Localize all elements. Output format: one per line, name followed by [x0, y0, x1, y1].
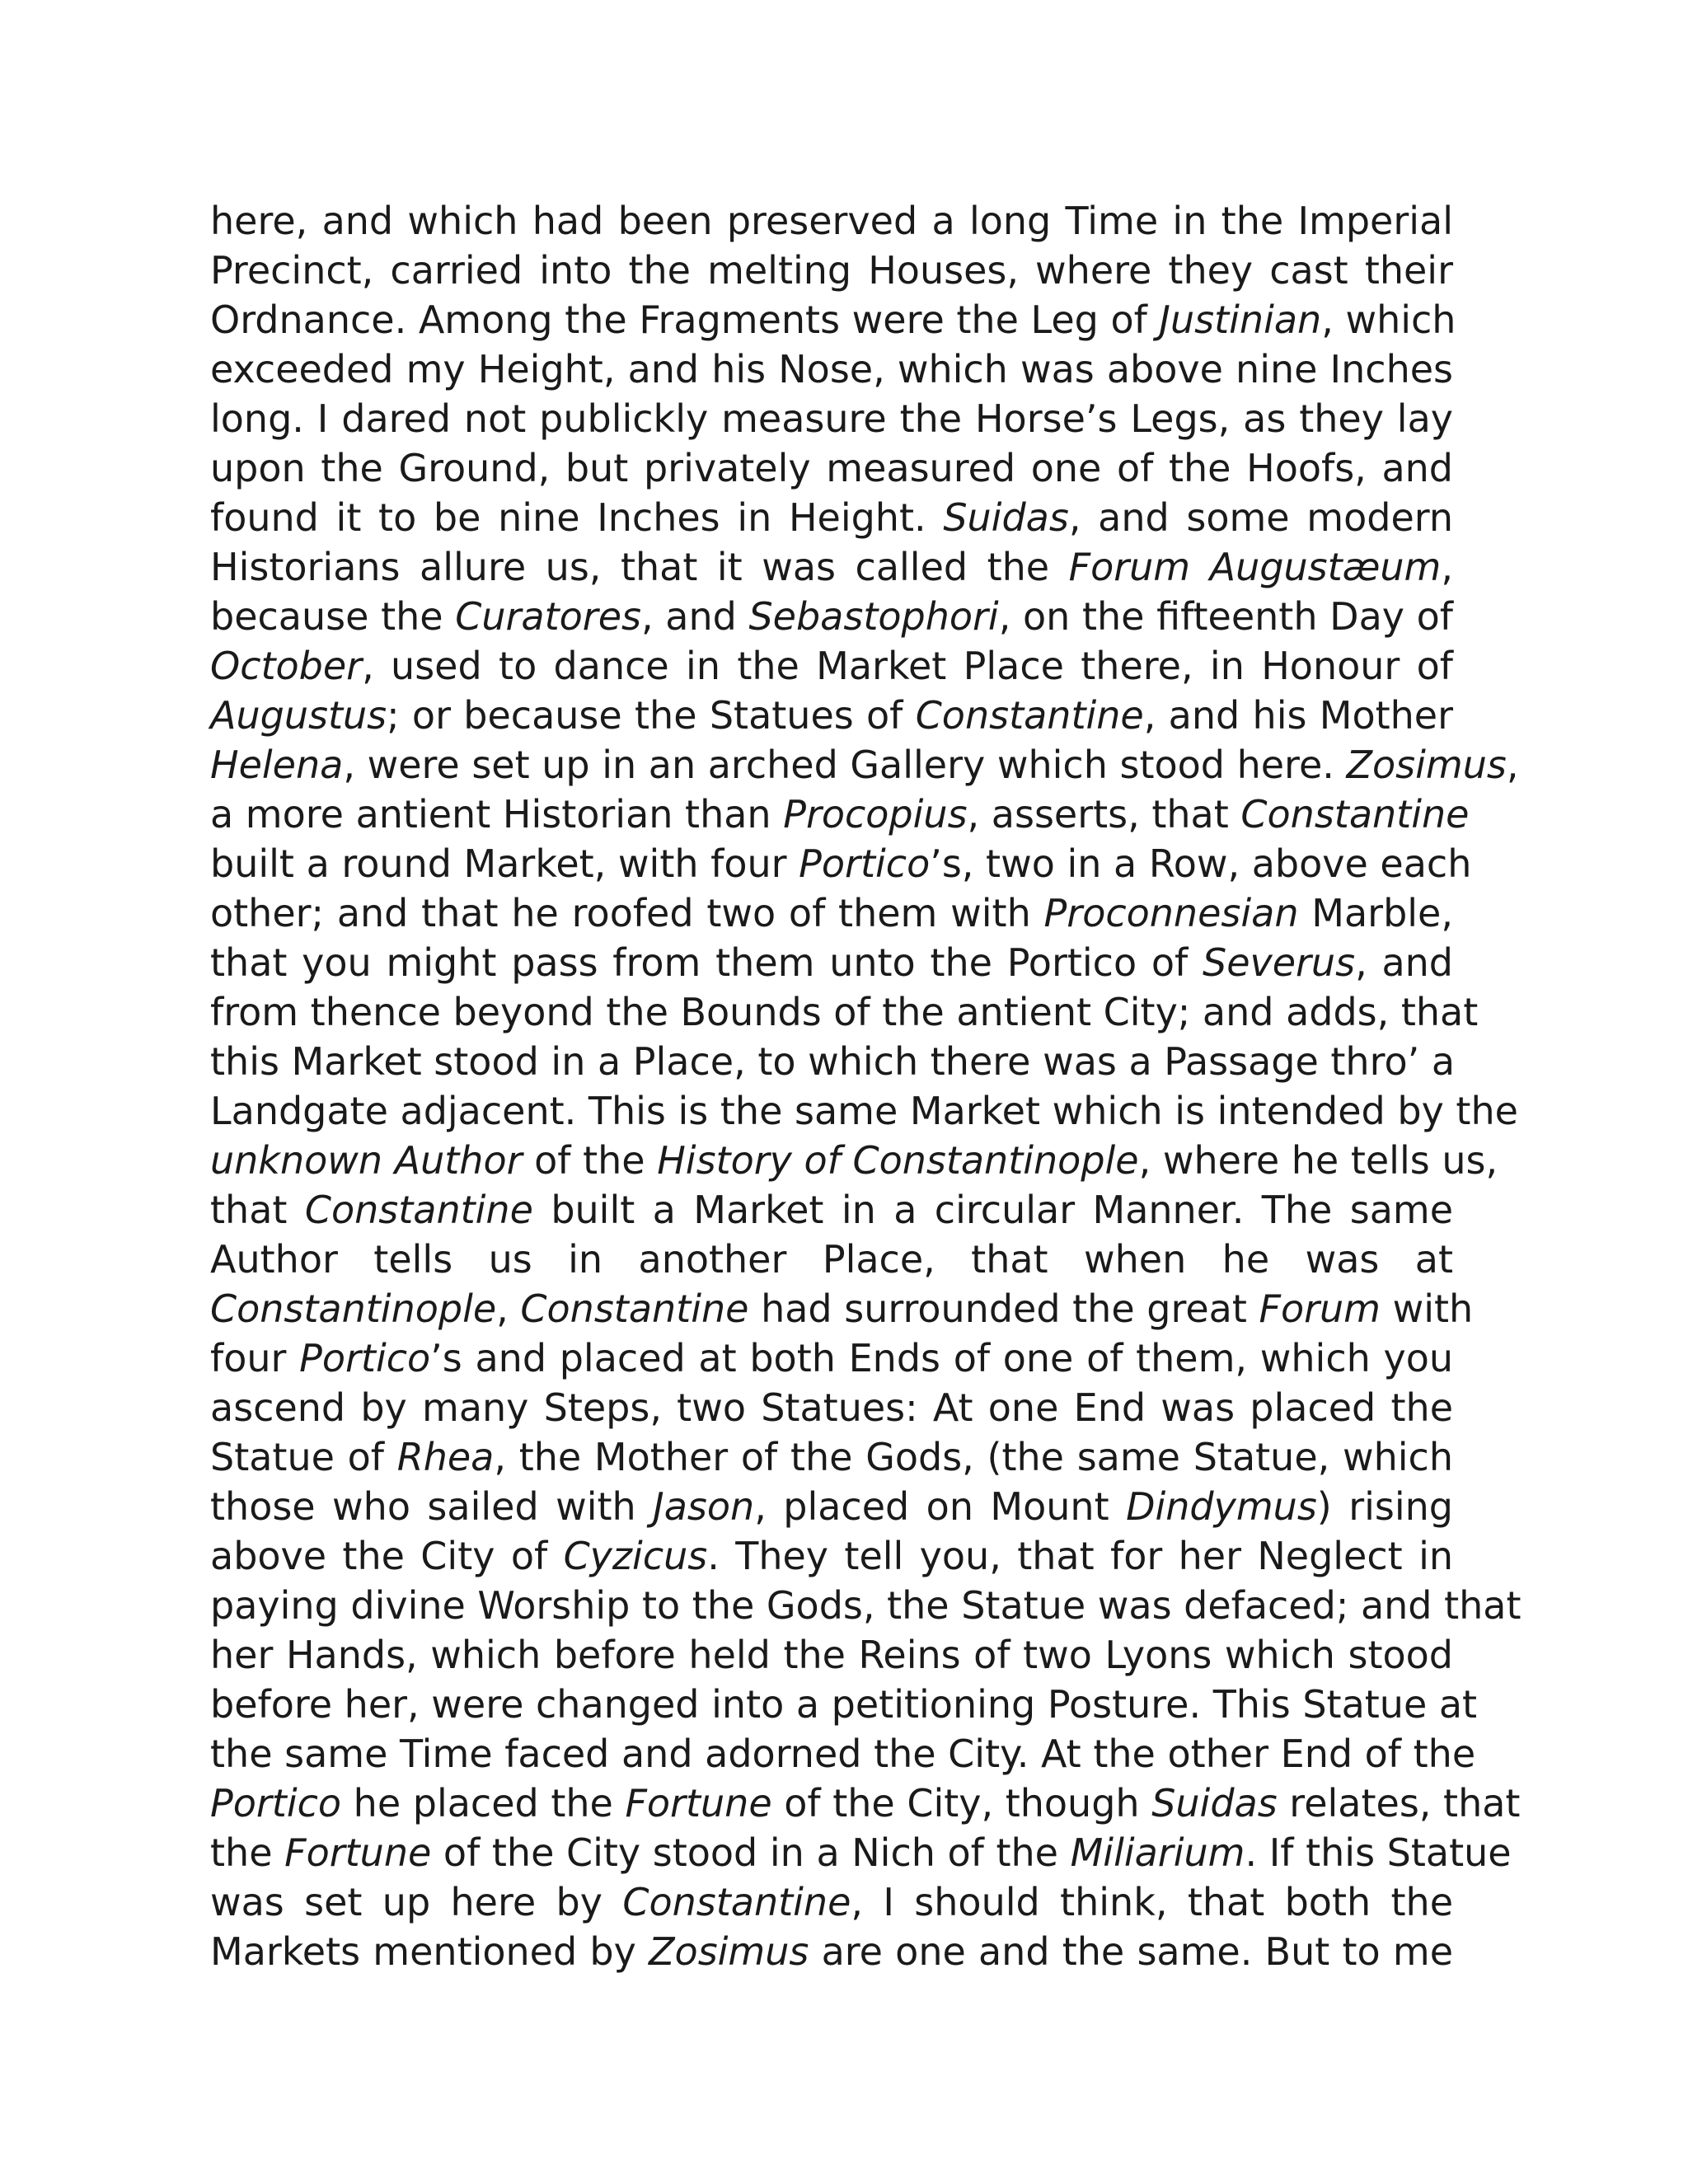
- text-line: [210, 443, 1453, 493]
- italic-text-segment: Rhea: [396, 1435, 495, 1479]
- text-segment: from thence beyond the Bounds of the antient City; and adds, that: [210, 990, 1479, 1034]
- italic-text-segment: Proconnesian: [1043, 891, 1299, 935]
- text-line: [210, 1927, 1453, 1976]
- text-segment: was set up here by: [210, 1880, 623, 1924]
- text-line: [210, 888, 1453, 938]
- text-segment: Precinct, carried into the melting Houses, where they cast their: [210, 248, 1453, 293]
- text-segment: relates, that: [1277, 1781, 1521, 1825]
- text-segment: , the Mother of the Gods, (the same Statue, which: [494, 1435, 1453, 1479]
- italic-text-segment: Portico: [210, 1781, 342, 1825]
- text-segment: , and: [1355, 940, 1453, 985]
- text-segment: above the City of: [210, 1534, 564, 1578]
- text-line: [210, 1729, 1476, 1779]
- text-segment: , where he tells us,: [1138, 1138, 1498, 1183]
- italic-text-segment: Portico: [799, 841, 931, 886]
- text-segment: paying divine Worship to the Gods, the Statue was defaced; and that: [210, 1583, 1522, 1628]
- text-segment: a more antient Historian than: [210, 792, 784, 837]
- text-segment: upon the Ground, but privately measured one of the Hoofs, and: [210, 446, 1453, 490]
- italic-text-segment: Procopius: [783, 792, 968, 837]
- italic-text-segment: Zosimus: [1346, 743, 1507, 787]
- italic-text-segment: Zosimus: [649, 1929, 809, 1974]
- text-segment: that: [210, 1188, 305, 1232]
- text-segment: , used to dance in the Market Place there, in Honour of: [362, 644, 1453, 688]
- italic-text-segment: Constantine: [304, 1188, 533, 1232]
- text-segment: ascend by many Steps, two Statues: At one End was placed the: [210, 1385, 1453, 1430]
- text-segment: are one and the same. But to me: [809, 1929, 1453, 1974]
- text-segment: with: [1380, 1286, 1474, 1331]
- italic-text-segment: Constantine: [622, 1880, 851, 1924]
- text-segment: long. I dared not publickly measure the Horse’s Legs, as they lay: [210, 396, 1453, 441]
- text-segment: , on the fifteenth Day of: [998, 594, 1453, 639]
- text-line: [210, 1432, 1453, 1482]
- text-line: [210, 1333, 1453, 1383]
- text-line: [210, 542, 1453, 592]
- italic-text-segment: Severus: [1203, 940, 1356, 985]
- text-segment: Statue of: [210, 1435, 397, 1479]
- italic-text-segment: Forum: [1259, 1286, 1381, 1331]
- text-line: [210, 1284, 1474, 1333]
- italic-text-segment: Curatores: [455, 594, 641, 639]
- text-line: [210, 938, 1453, 987]
- text-line: [210, 790, 1470, 839]
- italic-text-segment: Suidas: [943, 495, 1069, 540]
- text-line: [210, 1086, 1518, 1136]
- text-segment: Markets mentioned by: [210, 1929, 649, 1974]
- text-segment: here, and which had been preserved a long Time in the Imperial: [210, 199, 1453, 243]
- text-segment: , and: [640, 594, 749, 639]
- text-segment: he placed the: [341, 1781, 626, 1825]
- text-line: [210, 1680, 1478, 1729]
- italic-text-segment: Helena: [210, 743, 344, 787]
- text-line: [210, 196, 1453, 246]
- text-segment: ) rising: [1316, 1484, 1453, 1529]
- italic-text-segment: Sebastophori: [748, 594, 999, 639]
- text-segment: this Market stood in a Place, to which there was a Passage thro’ a: [210, 1039, 1456, 1084]
- italic-text-segment: Dindymus: [1126, 1484, 1317, 1529]
- italic-text-segment: Jason: [653, 1484, 755, 1529]
- italic-text-segment: Augustus: [210, 693, 387, 738]
- italic-text-segment: Constantine: [520, 1286, 749, 1331]
- italic-text-segment: Fortune: [625, 1781, 772, 1825]
- text-line: [210, 1779, 1521, 1828]
- italic-text-segment: Suidas: [1151, 1781, 1278, 1825]
- text-segment: , asserts, that: [967, 792, 1241, 837]
- text-segment: Landgate adjacent. This is the same Market which is intended by the: [210, 1089, 1518, 1133]
- text-segment: ’s and placed at both Ends of one of them, which you: [430, 1336, 1453, 1380]
- text-segment: had surrounded the great: [748, 1286, 1259, 1331]
- text-segment: , placed on Mount: [754, 1484, 1127, 1529]
- text-segment: before her, were changed into a petitioning Posture. This Statue at: [210, 1682, 1478, 1727]
- text-segment: of the City stood in a Nich of the: [431, 1830, 1071, 1875]
- text-segment: exceeded my Height, and his Nose, which was above nine Inches: [210, 347, 1453, 391]
- italic-text-segment: Fortune: [284, 1830, 432, 1875]
- text-line: [210, 1581, 1522, 1630]
- text-line: [210, 1531, 1453, 1581]
- text-line: [210, 246, 1453, 295]
- text-line: [210, 1828, 1512, 1877]
- text-segment: the: [210, 1830, 285, 1875]
- text-segment: built a round Market, with four: [210, 841, 799, 886]
- text-line: [210, 344, 1453, 394]
- text-segment: , and his Mother: [1143, 693, 1453, 738]
- italic-text-segment: Constantine: [1240, 792, 1470, 837]
- text-segment: , and some modern: [1068, 495, 1453, 540]
- text-line: [210, 1037, 1456, 1086]
- italic-text-segment: Portico: [299, 1336, 431, 1380]
- text-line: [210, 493, 1453, 542]
- text-segment: . If this Statue: [1245, 1830, 1512, 1875]
- text-line: [210, 1136, 1498, 1185]
- italic-text-segment: History of Constantinople: [657, 1138, 1139, 1183]
- text-line: [210, 740, 1519, 790]
- text-segment: other; and that he roofed two of them with: [210, 891, 1044, 935]
- text-segment: , I should think, that both the: [851, 1880, 1453, 1924]
- text-line: [210, 592, 1453, 641]
- text-segment: ’s, two in a Row, above each: [930, 841, 1472, 886]
- text-segment: , which: [1321, 298, 1456, 342]
- text-segment: those who sailed with: [210, 1484, 654, 1529]
- italic-text-segment: Forum Augustæum: [1068, 545, 1442, 589]
- text-line: [210, 1877, 1453, 1927]
- italic-text-segment: Cyzicus: [563, 1534, 708, 1578]
- italic-text-segment: Miliarium: [1070, 1830, 1245, 1875]
- text-segment: Historians allure us, that it was called the: [210, 545, 1069, 589]
- text-segment: her Hands, which before held the Reins of two Lyons which stood: [210, 1633, 1453, 1677]
- text-segment: the same Time faced and adorned the City. At the other End of the: [210, 1732, 1476, 1776]
- italic-text-segment: October: [210, 644, 363, 688]
- text-segment: of the: [522, 1138, 658, 1183]
- text-segment: ,: [1441, 545, 1453, 589]
- text-segment: Ordnance. Among the Fragments were the Leg of: [210, 298, 1160, 342]
- italic-text-segment: unknown Author: [210, 1138, 523, 1183]
- italic-text-segment: Constantine: [915, 693, 1144, 738]
- text-line: [210, 691, 1453, 740]
- text-segment: Marble,: [1298, 891, 1453, 935]
- text-line: [210, 839, 1472, 888]
- text-line: [210, 394, 1453, 443]
- text-line: [210, 1185, 1453, 1235]
- italic-text-segment: Constantinople: [210, 1286, 497, 1331]
- text-segment: found it to be nine Inches in Height.: [210, 495, 944, 540]
- text-line: [210, 987, 1479, 1037]
- text-line: [210, 1383, 1453, 1432]
- text-segment: ,: [496, 1286, 521, 1331]
- text-segment: ; or because the Statues of: [387, 693, 916, 738]
- text-line: [210, 295, 1456, 344]
- text-segment: , were set up in an arched Gallery which stood here.: [343, 743, 1347, 787]
- text-segment: . They tell you, that for her Neglect in: [707, 1534, 1454, 1578]
- text-line: [210, 1235, 1453, 1284]
- text-line: [210, 1482, 1453, 1531]
- text-line: [210, 1630, 1453, 1680]
- italic-text-segment: Justinian: [1159, 298, 1322, 342]
- text-segment: built a Market in a circular Manner. The same: [532, 1188, 1453, 1232]
- text-segment: Author tells us in another Place, that when he was at: [210, 1237, 1453, 1282]
- text-segment: four: [210, 1336, 300, 1380]
- body-text: [210, 196, 1522, 1976]
- text-segment: of the City, though: [771, 1781, 1152, 1825]
- text-segment: ,: [1506, 743, 1519, 787]
- text-segment: that you might pass from them unto the Portico of: [210, 940, 1203, 985]
- text-line: [210, 641, 1453, 691]
- text-segment: because the: [210, 594, 456, 639]
